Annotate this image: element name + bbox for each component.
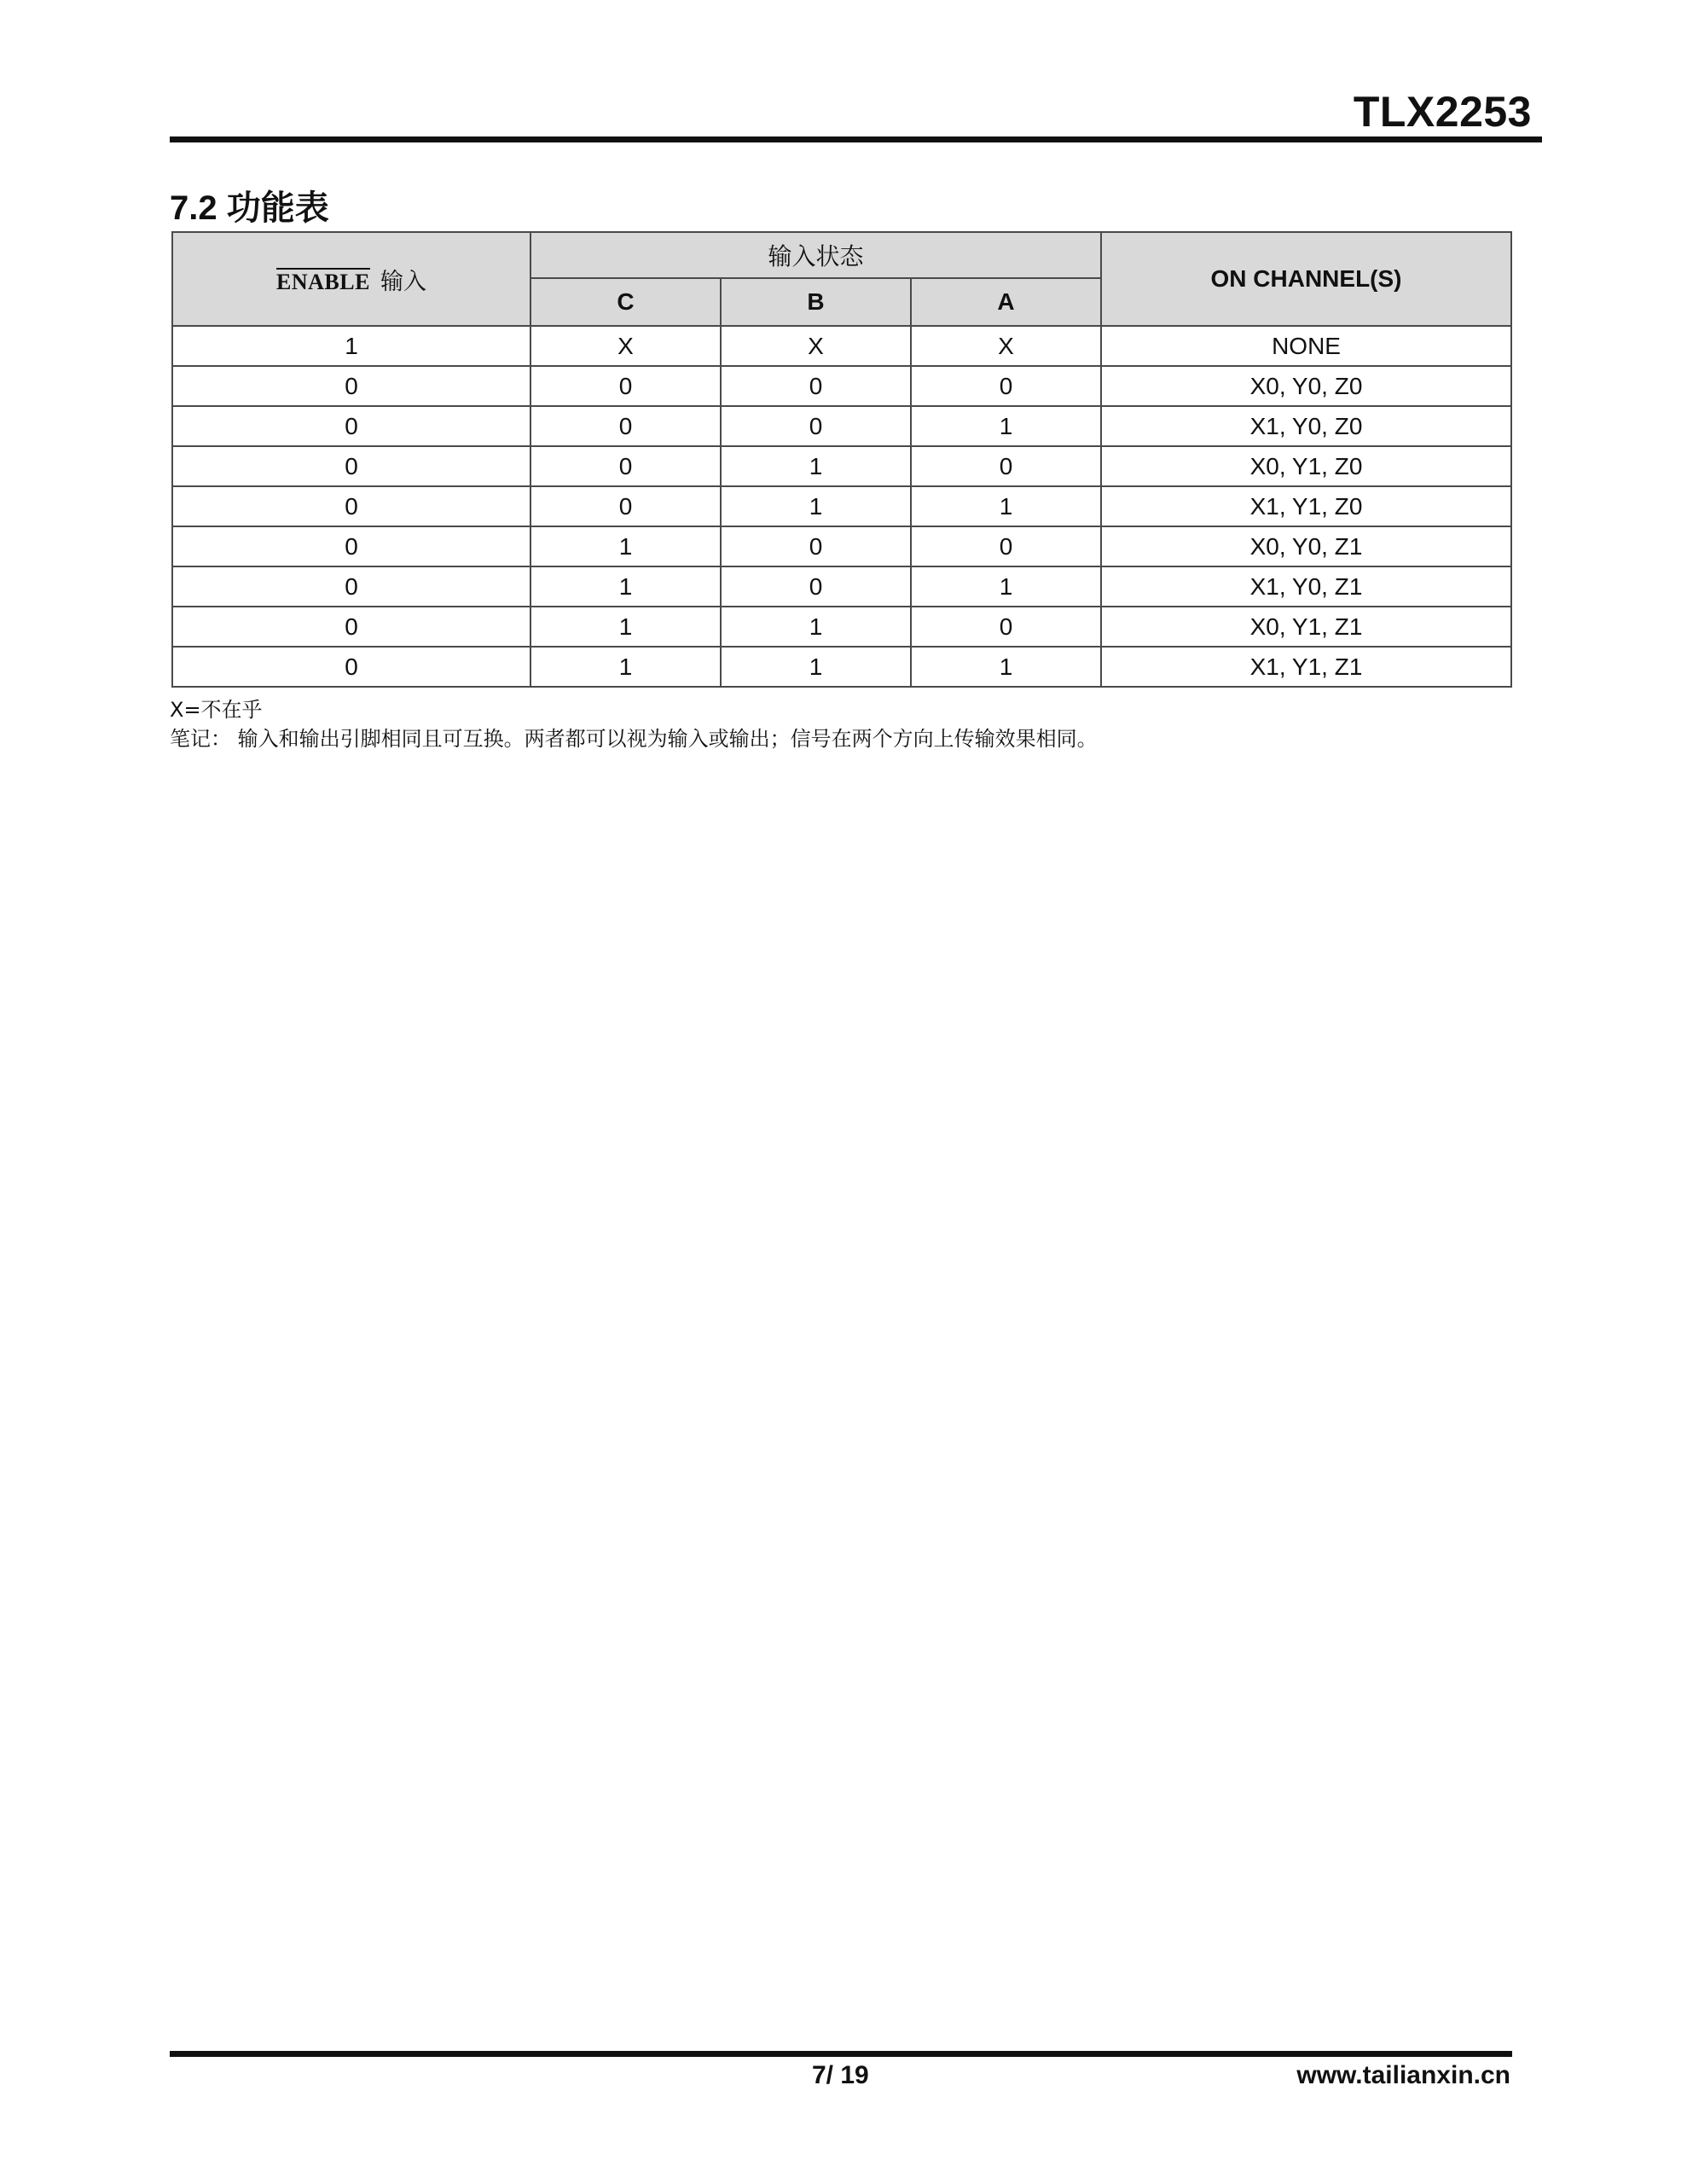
section-heading: 7.2 功能表 (170, 189, 329, 227)
cell-a: 0 (911, 446, 1101, 486)
cell-a: 0 (911, 526, 1101, 566)
cell-enable: 0 (172, 607, 530, 647)
cell-a: X (911, 326, 1101, 366)
cell-channels: X1, Y0, Z1 (1101, 566, 1511, 607)
header-divider (170, 136, 1542, 142)
cell-b: 1 (721, 486, 911, 526)
table-row (172, 366, 1511, 406)
footer-website: www.tailianxin.cn (1296, 2061, 1510, 2089)
header-col-c: C (530, 278, 721, 326)
table-row (172, 526, 1511, 566)
cell-c: 0 (530, 486, 721, 526)
cell-channels: X0, Y0, Z1 (1101, 526, 1511, 566)
document-part-number: TLX2253 (1353, 88, 1532, 136)
table-row (172, 607, 1511, 647)
cell-enable: 0 (172, 366, 530, 406)
table-row (172, 566, 1511, 607)
cell-b: 0 (721, 566, 911, 607)
cell-channels: X0, Y1, Z1 (1101, 607, 1511, 647)
cell-b: X (721, 326, 911, 366)
cell-channels: X1, Y1, Z0 (1101, 486, 1511, 526)
cell-c: X (530, 326, 721, 366)
cell-enable: 0 (172, 486, 530, 526)
page-number: 7/ 19 (812, 2061, 869, 2089)
cell-b: 1 (721, 446, 911, 486)
cell-channels: X0, Y1, Z0 (1101, 446, 1511, 486)
header-input-state: 输入状态 (530, 232, 1101, 278)
cell-c: 0 (530, 406, 721, 446)
table-row (172, 486, 1511, 526)
header-enable-input (172, 232, 530, 326)
cell-c: 1 (530, 607, 721, 647)
cell-enable: 0 (172, 446, 530, 486)
cell-c: 1 (530, 566, 721, 607)
cell-channels: NONE (1101, 326, 1511, 366)
table-row (172, 647, 1511, 687)
cell-b: 0 (721, 406, 911, 446)
enable-label: ENABLE (276, 269, 370, 294)
cell-channels: X0, Y0, Z0 (1101, 366, 1511, 406)
cell-b: 1 (721, 607, 911, 647)
cell-channels: X1, Y0, Z0 (1101, 406, 1511, 446)
table-row (172, 406, 1511, 446)
cell-a: 1 (911, 486, 1101, 526)
cell-enable: 0 (172, 526, 530, 566)
cell-b: 1 (721, 647, 911, 687)
note-dont-care: X=不在乎 (170, 698, 263, 722)
cell-a: 1 (911, 566, 1101, 607)
header-col-a: A (911, 278, 1101, 326)
table-row (172, 326, 1511, 366)
cell-enable: 0 (172, 566, 530, 607)
footer-divider (170, 2051, 1512, 2057)
header-on-channels: ON CHANNEL(S) (1101, 232, 1511, 326)
note-remark: 笔记： 输入和输出引脚相同且可互换。两者都可以视为输入或输出；信号在两个方向上传输效果相同。 (170, 727, 1098, 751)
cell-c: 1 (530, 526, 721, 566)
function-table (171, 231, 1512, 688)
cell-enable: 1 (172, 326, 530, 366)
cell-a: 0 (911, 366, 1101, 406)
cell-b: 0 (721, 526, 911, 566)
cell-a: 1 (911, 647, 1101, 687)
cell-c: 1 (530, 647, 721, 687)
cell-c: 0 (530, 366, 721, 406)
cell-enable: 0 (172, 406, 530, 446)
table-row (172, 446, 1511, 486)
cell-b: 0 (721, 366, 911, 406)
enable-suffix: 输入 (380, 268, 426, 294)
cell-a: 0 (911, 607, 1101, 647)
cell-a: 1 (911, 406, 1101, 446)
cell-channels: X1, Y1, Z1 (1101, 647, 1511, 687)
header-col-b: B (721, 278, 911, 326)
cell-c: 0 (530, 446, 721, 486)
cell-enable: 0 (172, 647, 530, 687)
